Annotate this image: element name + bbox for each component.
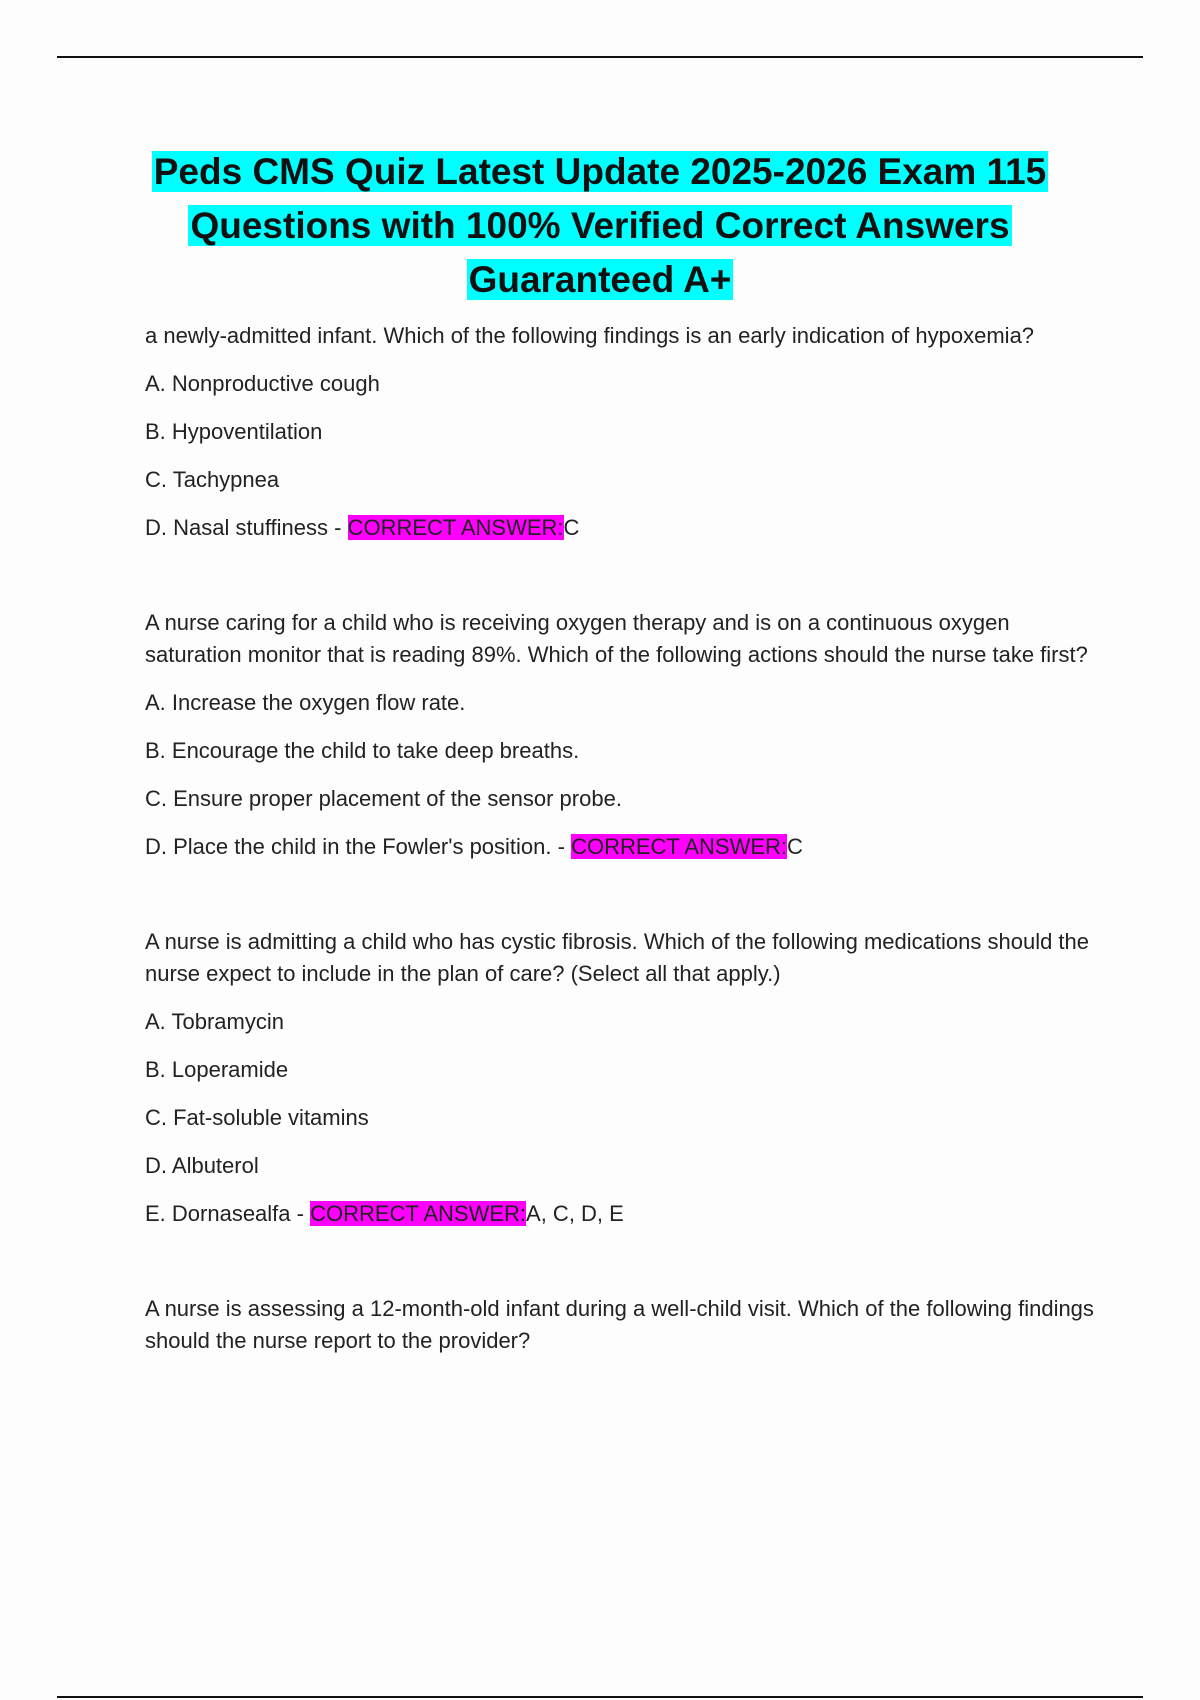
question-text: A nurse caring for a child who is receiving oxygen therapy and is on a continuous oxygen saturation monitor that is reading 89%. Which of the following actions should the nurse take first? xyxy=(145,610,1088,667)
correct-answer-label: CORRECT ANSWER: xyxy=(571,834,788,859)
question-text: a newly-admitted infant. Which of the following findings is an early indication of hypoxemia? xyxy=(145,323,1035,348)
option-b: B. Hypoventilation xyxy=(145,419,323,444)
option-d-text: D. Place the child in the Fowler's position. - xyxy=(145,834,572,859)
option-b: B. Loperamide xyxy=(145,1057,289,1082)
option-a: A. Tobramycin xyxy=(145,1009,284,1034)
option-d: D. Albuterol xyxy=(145,1153,259,1178)
document-body xyxy=(145,320,1095,1420)
question-block-3 xyxy=(145,926,1095,1230)
question-block-1 xyxy=(145,320,1095,544)
correct-answer-value: C xyxy=(563,515,580,540)
correct-answer-label: CORRECT ANSWER: xyxy=(347,515,564,540)
option-a: A. Increase the oxygen flow rate. xyxy=(145,690,466,715)
bottom-divider xyxy=(57,1696,1143,1698)
question-block-4 xyxy=(145,1293,1095,1357)
correct-answer-label: CORRECT ANSWER: xyxy=(310,1201,527,1226)
option-d xyxy=(145,831,1095,863)
option-e xyxy=(145,1198,1095,1230)
document-title xyxy=(100,145,1100,307)
option-c: C. Ensure proper placement of the sensor probe. xyxy=(145,786,622,811)
option-c: C. Tachypnea xyxy=(145,467,280,492)
top-divider xyxy=(57,56,1143,58)
option-b: B. Encourage the child to take deep breaths. xyxy=(145,738,580,763)
option-d xyxy=(145,512,1095,544)
option-d-text: D. Nasal stuffiness - xyxy=(145,515,348,540)
option-c: C. Fat-soluble vitamins xyxy=(145,1105,369,1130)
option-a: A. Nonproductive cough xyxy=(145,371,380,396)
title-highlight: Peds CMS Quiz Latest Update 2025-2026 Exam 115 Questions with 100% Verified Correct Answers Guaranteed A+ xyxy=(153,151,1047,300)
question-text: A nurse is assessing a 12-month-old infant during a well-child visit. Which of the following findings should the nurse report to the provider? xyxy=(145,1296,1094,1353)
correct-answer-value: A, C, D, E xyxy=(526,1201,624,1226)
correct-answer-value: C xyxy=(787,834,803,859)
question-text: A nurse is admitting a child who has cystic fibrosis. Which of the following medications should the nurse expect to include in the plan of care? (Select all that apply.) xyxy=(145,929,1090,986)
option-e-text: E. Dornasealfa - xyxy=(145,1201,311,1226)
question-block-2 xyxy=(145,607,1095,863)
